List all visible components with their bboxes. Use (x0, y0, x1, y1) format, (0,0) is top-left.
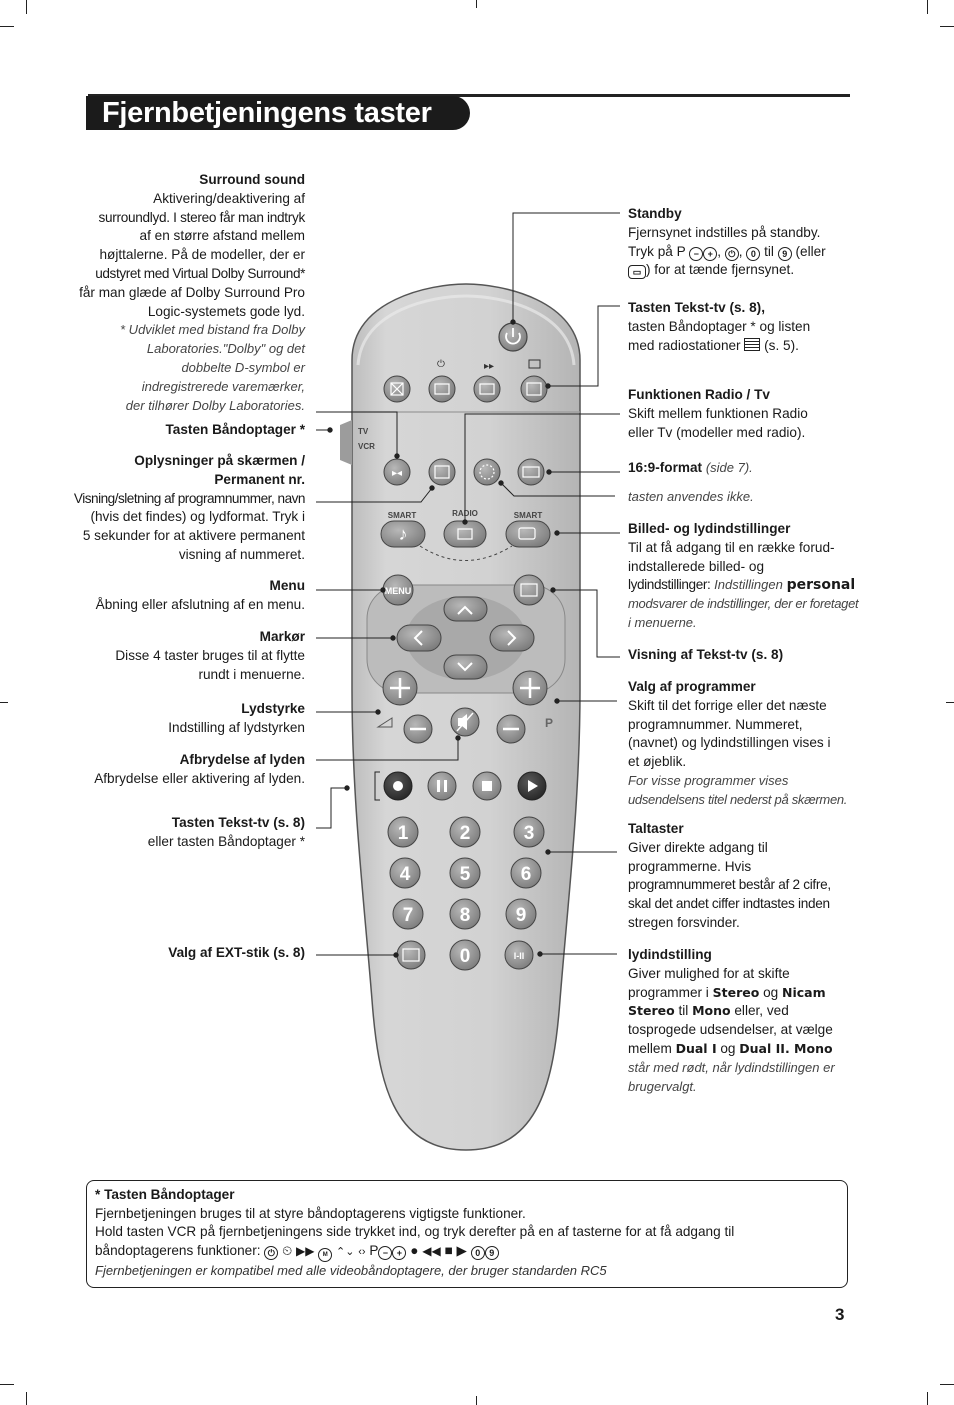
ext-heading: Valg af EXT-stik (s. 8) (168, 945, 305, 960)
text-line: programmer i (628, 984, 709, 1000)
picture-sound-heading: Billed- og lydindstillinger (628, 521, 791, 536)
sound-mode-heading: lydindstilling (628, 947, 712, 962)
text-line: og (720, 1040, 736, 1056)
text-line: (eller (795, 243, 826, 259)
mono-label: Mono (692, 1003, 731, 1019)
note-line: indregistrerede varemærker, (141, 378, 305, 394)
digit-0: 0 (459, 946, 471, 967)
osd-heading-2: Permanent nr. (214, 471, 305, 487)
text-line: Åbning eller afslutning af en menu. (95, 596, 305, 612)
osd-heading: Oplysninger på skærmen / (134, 453, 305, 468)
format-ref: (side 7). (705, 460, 753, 475)
text-line: Fjernbetjeningen bruges til at styre båndoptagerens vigtigste funktioner. (95, 1205, 526, 1221)
cursor-description (40, 628, 305, 684)
svg-text:⏻: ⏻ (437, 359, 445, 370)
text-line: Skift mellem funktionen Radio (628, 405, 808, 421)
vcr-note-compat: Fjernbetjeningen er kompatibel med alle videobåndoptagere, der bruger standarden RC5 (95, 1262, 607, 1278)
minus-icon: − (689, 247, 703, 261)
digits-heading: Taltaster (628, 821, 684, 836)
volume-description (40, 700, 305, 738)
program-label: P (545, 716, 554, 730)
vcr-key-button (429, 376, 455, 402)
digit-6: 6 (520, 864, 532, 885)
text-line: Giver mulighed for at skifte (628, 965, 790, 981)
program-description (628, 678, 868, 810)
minus-icon: − (378, 1246, 392, 1260)
text-line: rundt i menuerne. (198, 666, 305, 682)
text-line: Indstillingen (714, 577, 783, 593)
cursor-right-button (490, 625, 534, 651)
page-title: Fjernbetjeningens taster (102, 97, 432, 129)
teletext-view-heading: Visning af Tekst-tv (s. 8) (628, 647, 784, 662)
radio-tv-heading: Funktionen Radio / Tv (628, 387, 770, 402)
text-line: Giver direkte adgang til (628, 839, 768, 855)
digit-7: 7 (402, 905, 414, 926)
digit-nine-icon: 9 (778, 247, 792, 261)
text-line: med radiostationer (628, 337, 741, 353)
text-line: 5 sekunder for at aktivere permanent (82, 528, 305, 544)
smart-label-right: SMART (513, 511, 543, 520)
program-heading: Valg af programmer (628, 679, 756, 694)
format-16-9-button (518, 459, 544, 485)
pause-button (428, 772, 456, 800)
text-line: et øjeblik. (628, 754, 687, 770)
text-line: Skift til det forrige eller det næste (628, 697, 827, 713)
radio-icon: ▭ (628, 265, 646, 279)
text-line: og (763, 984, 779, 1000)
dual-ii-label: Dual II (739, 1040, 785, 1056)
text-line: (navnet) og lydindstillingen vises i (628, 735, 831, 751)
text-line: båndoptagerens funktioner: (95, 1242, 261, 1258)
radio-list-button (521, 376, 547, 402)
picture-sound-description (628, 520, 868, 633)
ext-button (397, 941, 425, 969)
text-line: Afbrydelse eller aktivering af lyden. (94, 770, 305, 786)
menu-heading: Menu (269, 578, 305, 593)
format-description (628, 459, 868, 478)
note-line: brugervalgt. (628, 1078, 697, 1094)
digits-description (628, 820, 868, 933)
vcr-key-description (40, 421, 305, 440)
personal-label: personal (786, 577, 856, 594)
text-line: Til at få adgang til en række forud- (628, 539, 835, 555)
list-icon (744, 338, 760, 351)
nicam-label: Nicam (781, 984, 826, 1000)
text-line: tosprogede udsendelser, at vælge (628, 1022, 833, 1038)
radio-label: RADIO (452, 509, 478, 518)
digit-zero-icon: 0 (471, 1246, 485, 1260)
text-line: (hvis det findes) og lydformat. Tryk i (90, 509, 305, 525)
timer-icon: ⏲ (282, 1242, 293, 1258)
ext-description (40, 944, 305, 963)
surround-heading: Surround sound (199, 172, 305, 187)
plus-icon: + (703, 247, 717, 261)
digit-8: 8 (459, 905, 471, 926)
digit-4: 4 (399, 864, 411, 885)
teletext-view-description (628, 646, 868, 665)
text-line: programnummeret består af 2 cifre, (628, 877, 831, 893)
text-line: stregen forsvinder. (628, 914, 740, 930)
vcr-label: VCR (358, 442, 375, 451)
surround-description (40, 171, 305, 415)
text-line: eller tasten Båndoptager * (147, 833, 305, 849)
digit-1: 1 (397, 823, 409, 844)
sound-mode-description (628, 946, 868, 1096)
note-line: Laboratories."Dolby" og det (146, 341, 305, 357)
text-line: Tryk på P (628, 243, 686, 259)
stop-icon: ■ (444, 1242, 453, 1258)
smart-label-left: SMART (387, 511, 417, 520)
standby-heading: Standby (628, 206, 682, 221)
mono-label: . Mono (784, 1040, 833, 1056)
teletext-view-button (514, 575, 544, 605)
note-line: udsendelsens titel nederst på skærmen. (628, 791, 848, 807)
cursor-left-button (397, 625, 441, 651)
digit-9: 9 (515, 905, 527, 926)
standby-description: Standby Fjernsynet indstilles på standby. Tryk på P − + , ⏻ , 0 til 9 (eller ▭ ) for at tænde fjernsynet. (628, 205, 868, 280)
note-line: der tilhører Dolby Laboratories. (125, 397, 305, 413)
note-line: modsvarer de indstillinger, der er foretaget (628, 596, 859, 612)
text-line: Visning/sletning af programnummer, navn (73, 490, 305, 506)
note-line: står med rødt, når lydindstillingen er (628, 1059, 835, 1075)
menu-label: MENU (384, 586, 412, 596)
note-line: * Udviklet med bistand fra Dolby (120, 322, 305, 338)
teletext-key-heading: Tasten Tekst-tv (s. 8), (628, 300, 765, 315)
rewind-icon: ◀◀ (422, 1243, 441, 1258)
volume-heading: Lydstyrke (241, 701, 305, 716)
teletext-vcr-key-button (474, 376, 500, 402)
play-icon: ▶ (456, 1242, 467, 1258)
format-note-text: tasten anvendes ikke. (628, 489, 754, 504)
text-line: Indstilling af lydstyrken (168, 719, 305, 735)
text-line: surroundlyd. I stereo får man indtryk (98, 209, 305, 225)
page-number: 3 (835, 1305, 845, 1324)
svg-text:▸▸: ▸▸ (483, 361, 495, 372)
digit-5: 5 (459, 864, 471, 885)
text-line: Hold tasten VCR på fjernbetjeningens side trykket ind, og tryk derefter på en af tasterne for at få adgang til (95, 1224, 735, 1240)
text-line: udstyret med Virtual Dolby Surround* (95, 265, 305, 281)
text-line: programmerne. Hvis (628, 858, 752, 874)
text-line: ) for at tænde fjernsynet. (646, 262, 795, 278)
teletext-key-description (628, 299, 868, 355)
text-line: programnummer. Nummeret, (628, 716, 803, 732)
text-line: Aktivering/deaktivering af (153, 190, 305, 206)
text-line: eller, ved (734, 1003, 789, 1019)
digit-2: 2 (459, 823, 471, 844)
left-right-icon: ‹› (358, 1245, 366, 1258)
text-line: højttalerne. På de modeller, der er (99, 247, 305, 263)
text-line: Logic-systemets gode lyd. (147, 303, 305, 319)
text-line: tasten Båndoptager * og listen (628, 318, 811, 334)
text-line: eller Tv (modeller med radio). (628, 424, 806, 440)
dual-label: I-II (513, 951, 525, 961)
digit-zero-icon: 0 (746, 247, 760, 261)
note-line: dobbelte D-symbol er (181, 359, 305, 375)
text-line: lydindstillinger: (628, 577, 711, 593)
radio-tv-description (628, 386, 868, 442)
vcr-note-box (86, 1180, 848, 1288)
mute-heading: Afbrydelse af lyden (179, 752, 305, 767)
plus-icon: + (392, 1246, 406, 1260)
teletext-vcr-heading: Tasten Tekst-tv (s. 8) (171, 815, 305, 830)
stereo-label: Stereo (712, 984, 760, 1000)
tv-label: TV (358, 427, 369, 436)
digit-3: 3 (523, 823, 535, 844)
mute-description (40, 751, 305, 789)
format-heading: 16:9-format (628, 460, 703, 475)
text-line: af en større afstand mellem (139, 228, 305, 244)
format-note (628, 488, 868, 507)
note-line: For visse programmer vises (628, 772, 789, 788)
cursor-down-button (444, 655, 487, 679)
text-line: skal det andet ciffer indtastes inden (628, 896, 830, 912)
text-line: til (764, 243, 774, 259)
text-line: indstallerede billed- og (628, 558, 765, 574)
teletext-vcr-description (40, 814, 305, 852)
svg-text:♪: ♪ (398, 524, 408, 544)
digit-nine-icon: 9 (485, 1246, 499, 1260)
program-p-label: P (369, 1242, 379, 1258)
text-line: Fjernsynet indstilles på standby. (628, 224, 821, 240)
record-icon: ● (410, 1242, 419, 1258)
cursor-up-button (444, 597, 487, 621)
text-line: mellem (628, 1040, 672, 1056)
power-icon: ⏻ (264, 1246, 278, 1260)
text-line: (s. 5). (764, 337, 799, 353)
smart-picture-button (506, 521, 550, 547)
text-line: Disse 4 taster bruges til at flytte (115, 647, 305, 663)
vcr-note-title: * Tasten Båndoptager (95, 1187, 235, 1202)
svg-text:▸◂: ▸◂ (391, 468, 403, 479)
up-down-icon: ⌃⌄ (336, 1245, 355, 1258)
text-line: til (678, 1003, 689, 1019)
menu-icon: M (318, 1248, 332, 1262)
text-line: visning af nummeret. (178, 546, 305, 562)
note-line: i menuerne. (628, 614, 697, 630)
dual-i-label: Dual I (675, 1040, 717, 1056)
text-line: får man glæde af Dolby Surround Pro (79, 284, 305, 300)
cursor-heading: Markør (259, 629, 305, 644)
power-icon: ⏻ (725, 247, 739, 261)
fast-forward-icon: ▶▶ (296, 1243, 315, 1258)
osd-button (429, 459, 455, 485)
timer-button (474, 459, 500, 485)
menu-description (40, 577, 305, 615)
radio-tv-button (444, 521, 486, 547)
stereo-label: Stereo (628, 1003, 675, 1019)
vcr-key-heading: Tasten Båndoptager * (165, 422, 305, 437)
osd-description (30, 452, 305, 565)
